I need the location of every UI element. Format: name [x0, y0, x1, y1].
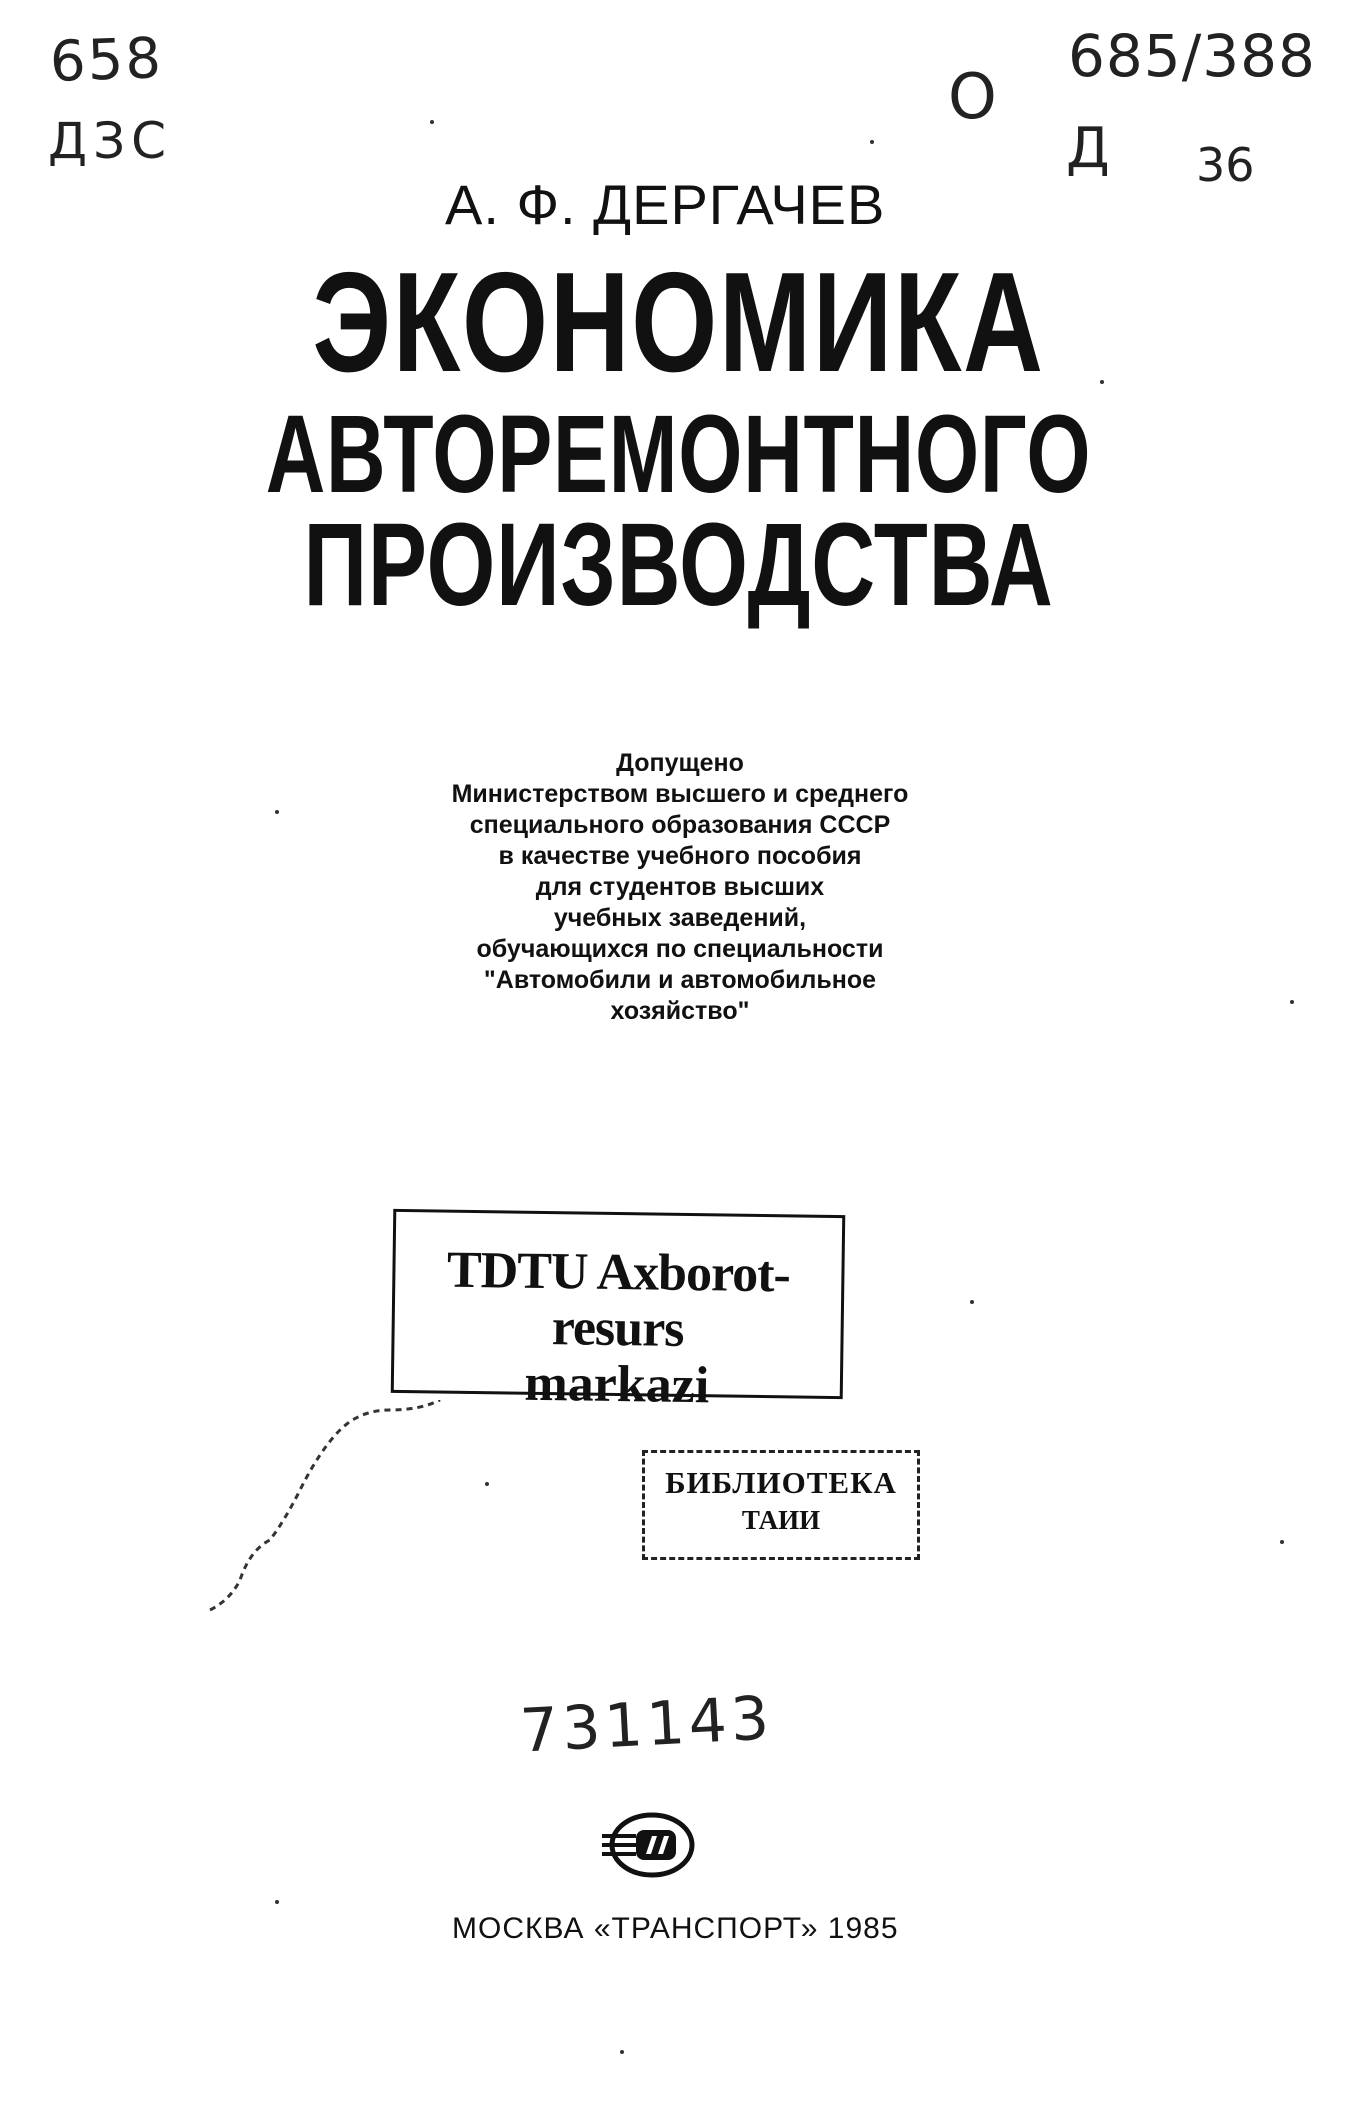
- handwritten-shelf-code: 658: [48, 26, 164, 95]
- title-line-3: ПРОИЗВОДСТВА: [303, 499, 1054, 631]
- biblioteka-stamp-line-2: ТАИИ: [741, 1505, 821, 1535]
- library-stamp: [391, 1209, 846, 1415]
- publisher-logo-icon: [600, 1810, 700, 1880]
- biblioteka-stamp-line-1: БИБЛИОТЕКА: [665, 1465, 897, 1500]
- handwritten-catalog-letter: Д: [1066, 116, 1110, 181]
- approval-line: обучающихся по специальности: [476, 935, 884, 963]
- approval-line: для студентов высших: [535, 873, 825, 901]
- handwritten-catalog-number: 36: [1196, 138, 1255, 192]
- handwritten-catalog-code: 685/388: [1068, 22, 1316, 90]
- biblioteka-stamp: [642, 1450, 920, 1560]
- library-stamp-line-1: TDTU Axborot-resurs: [446, 1241, 791, 1358]
- approval-line: Допущено: [616, 749, 744, 777]
- library-stamp-line-2: markazi: [524, 1354, 710, 1415]
- approval-line: в качестве учебного пособия: [498, 842, 862, 870]
- handwritten-circle-mark: O: [948, 60, 997, 133]
- publisher-imprint: МОСКВА «ТРАНСПОРТ» 1985: [452, 1912, 899, 1945]
- handwritten-scribble: [200, 1400, 460, 1630]
- title-line-1: ЭКОНОМИКА: [312, 243, 1045, 402]
- approval-line: специального образования СССР: [469, 811, 891, 839]
- approval-line: учебных заведений,: [553, 904, 807, 932]
- approval-line: "Автомобили и автомобильное: [483, 966, 877, 994]
- handwritten-shelf-letters: ДЗС: [48, 112, 173, 170]
- approval-line: хозяйство": [610, 997, 750, 1025]
- title-line-2: АВТОРЕМОНТНОГО: [265, 393, 1092, 516]
- approval-line: Министерством высшего и среднего: [451, 780, 909, 808]
- handwritten-inventory-number: 731143: [518, 1683, 775, 1767]
- approval-note: [310, 748, 1050, 1027]
- author-name: А. Ф. ДЕРГАЧЕВ: [445, 173, 886, 236]
